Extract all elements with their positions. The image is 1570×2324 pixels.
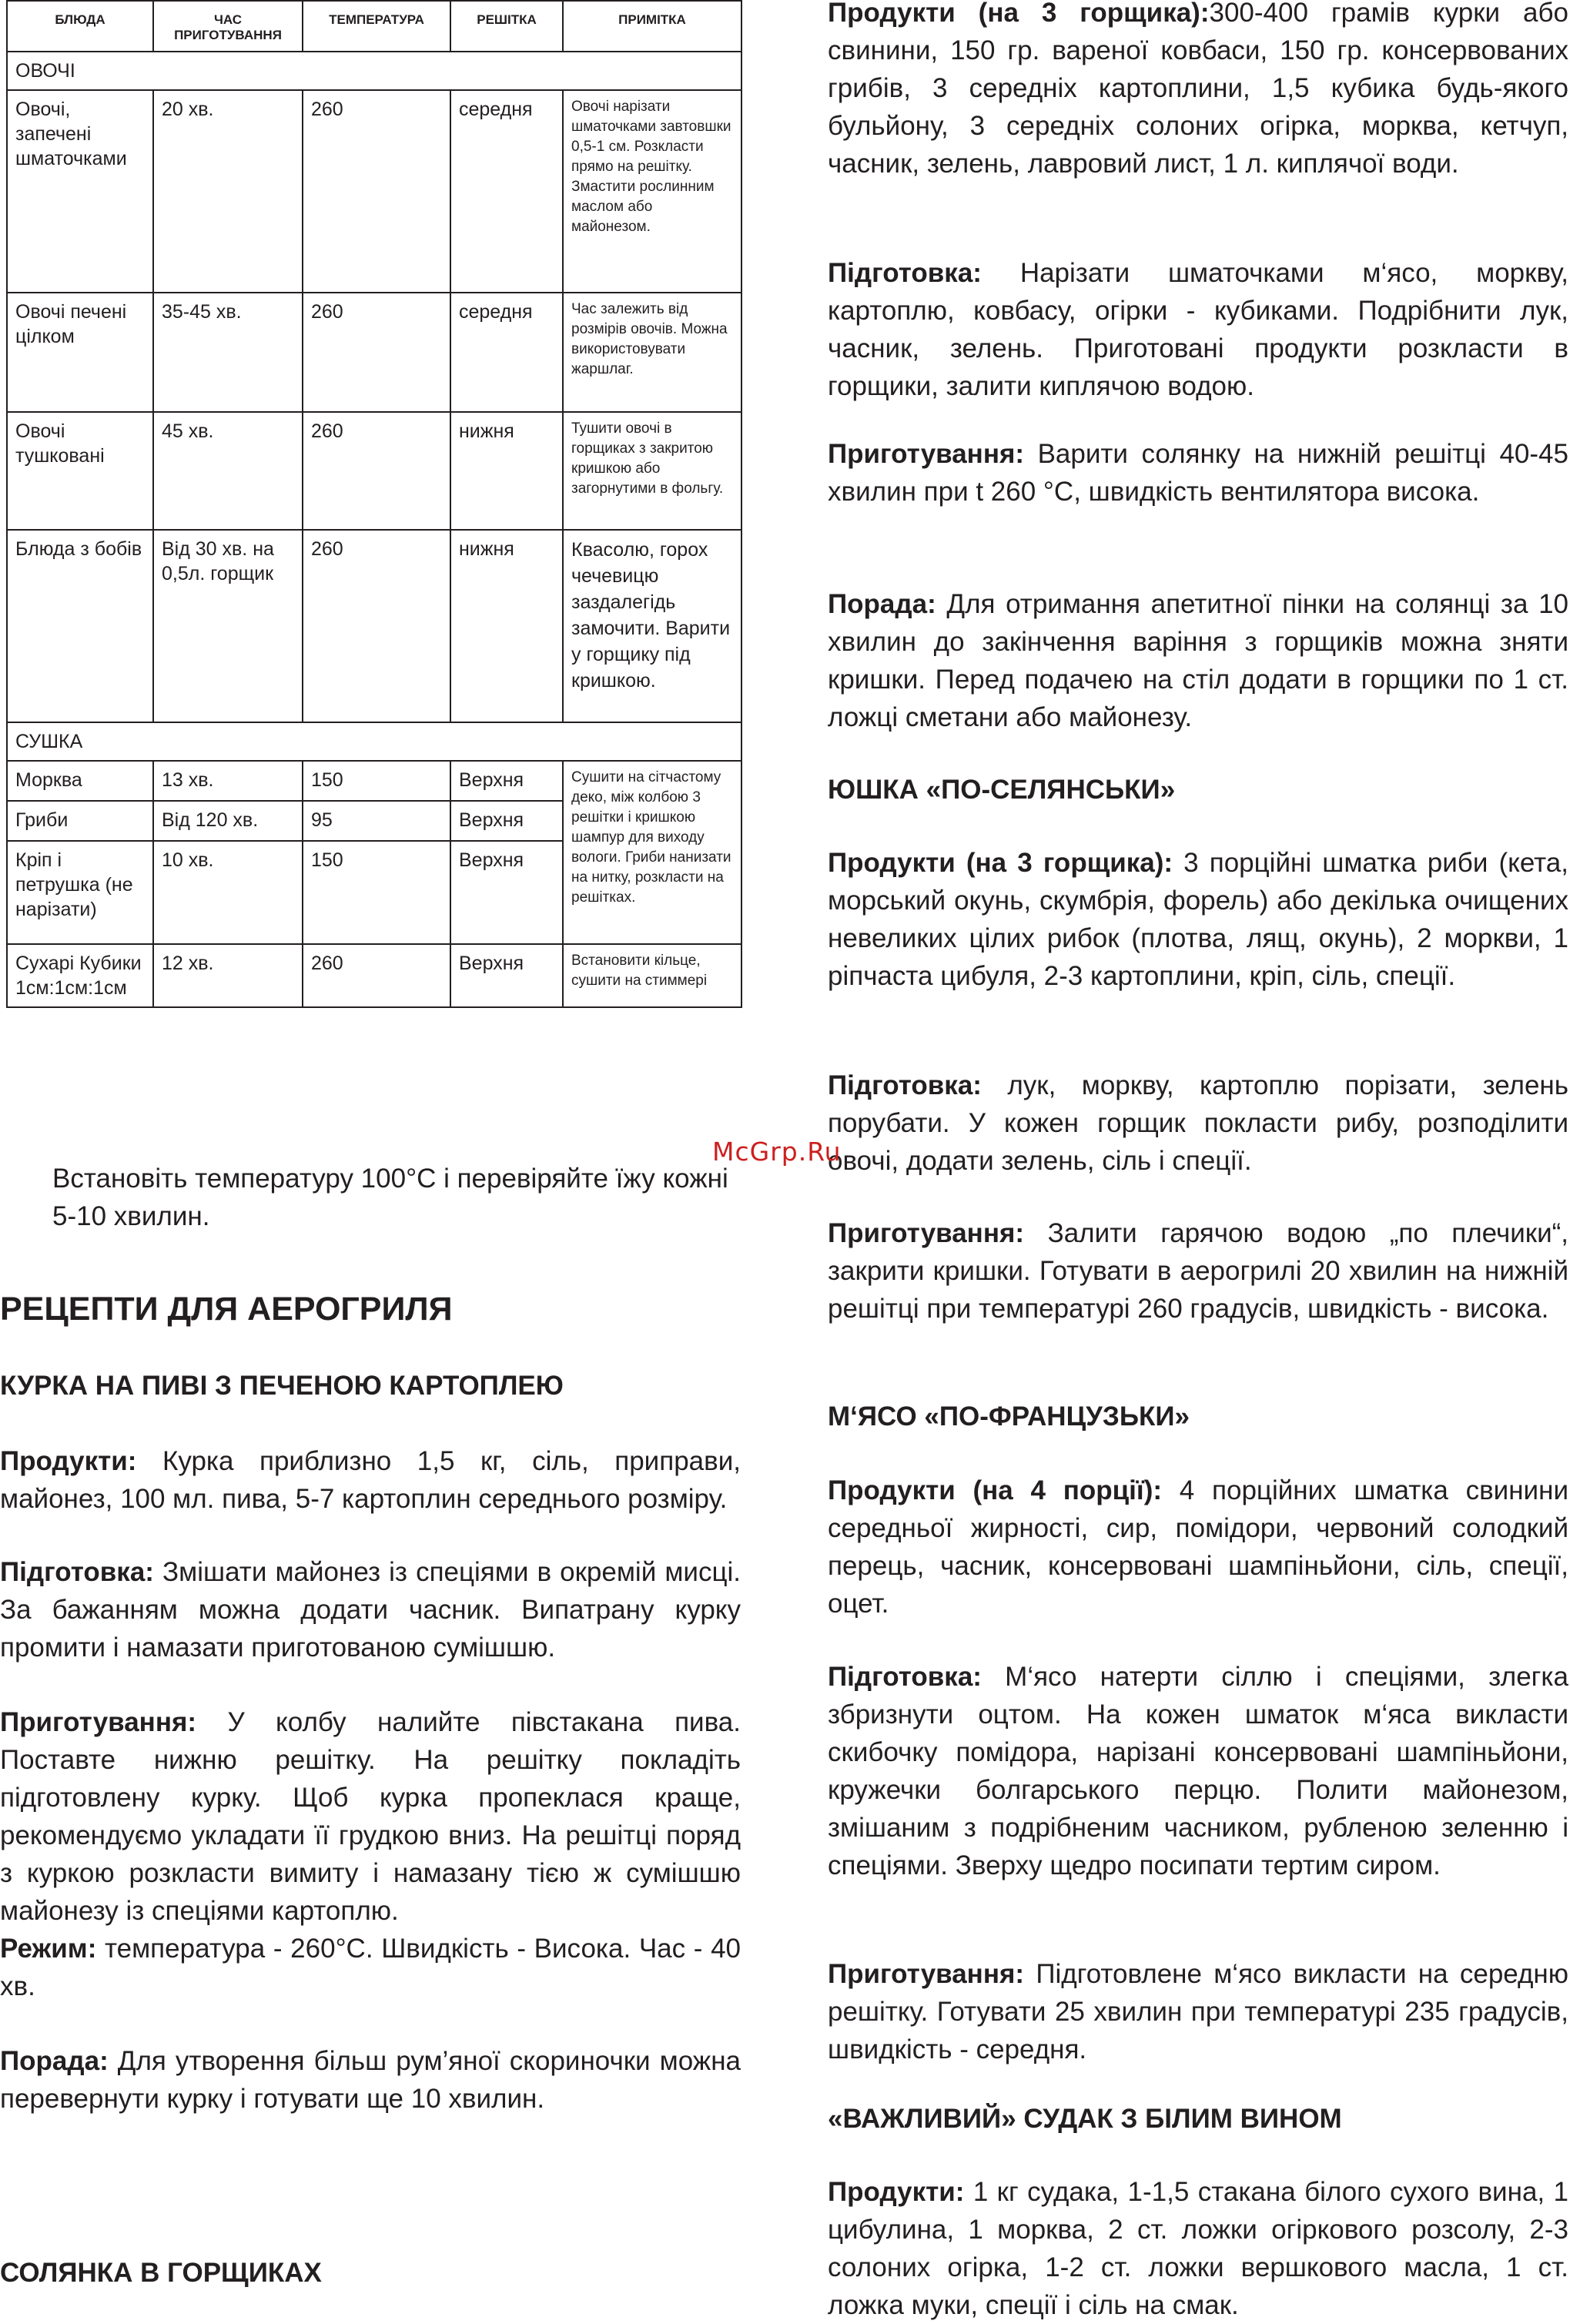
recipe-title-pikeperch: «ВАЖЛИВИЙ» СУДАК З БІЛИМ ВИНОМ (828, 2104, 1342, 2134)
cell-temp: 260 (303, 90, 450, 293)
cell-rack: нижня (450, 412, 563, 530)
section-drying: СУШКА (7, 722, 741, 761)
cell-note: Овочі нарізати шматочками завтовшки 0,5-1 см. Розкласти прямо на решітку. Змастити рослинним маслом або майонезом. (563, 90, 741, 293)
table-row (7, 530, 741, 722)
cell-note: Встановити кільце, сушити на стиммері (563, 944, 741, 1007)
r1-products-text: Курка приблизно 1,5 кг, сіль, приправи, майонез, 100 мл. пива, 5-7 картоплин середнього розміру. (0, 1446, 741, 1514)
cell-time: 45 хв. (153, 412, 303, 530)
r3-cook (828, 1214, 1568, 1328)
cell-temp: 260 (303, 293, 450, 412)
cell-dish: Овочі, запечені шматочками (7, 90, 153, 293)
r5-products-label: Продукти: (828, 2177, 965, 2207)
r2-products-text: 300-400 грамів курки або свинини, 150 гр. вареної ковбаси, 150 гр. консервованих грибів, 3 середніх картоплини, 1,5 кубика будь-якого бульйону, 3 середніх солоних огірка, морква, кетчуп, часник, зелень, лавровий лист, 1 л. киплячої води. (828, 0, 1568, 179)
r4-prep (828, 1658, 1568, 1884)
table-row (7, 90, 741, 293)
r1-products (0, 1442, 741, 1518)
r1-prep-label: Підготовка: (0, 1557, 154, 1587)
cell-temp: 150 (303, 761, 450, 801)
cell-rack: середня (450, 90, 563, 293)
r4-prep-text: М‘ясо натерти сіллю і спеціями, злегка збризнути оцтом. На кожен шматок м‘яса викласти скибочку помідора, нарізані консервовані шампіньйони, кружечки болгарського перцю. Полити майонезом, змішаним з подрібненим часником, рубленою зеленню і спеціями. Зверху щедро посипати тертим сиром. (828, 1662, 1568, 1880)
cell-dish: Овочі тушковані (7, 412, 153, 530)
r1-tip (0, 2042, 741, 2118)
cell-dish: Сухарі Кубики 1см:1см:1см (7, 944, 153, 1007)
r2-tip-label: Порада: (828, 589, 936, 619)
cell-note: Тушити овочі в горщиках з закритою кришкою або загорнутими в фольгу. (563, 412, 741, 530)
r1-cook (0, 1703, 741, 1930)
cell-dish: Морква (7, 761, 153, 801)
cell-dish: Овочі печені цілком (7, 293, 153, 412)
table-header-row (7, 1, 741, 52)
header-dish: БЛЮДА (7, 1, 153, 52)
r1-cook-text: У колбу налийте півстакана пива. Поставте нижню решітку. На решітку покладіть підготовлену курку. Щоб курка пропеклася краще, рекомендуємо укладати її грудкою вниз. На решітці поряд з куркою розкласти вимиту і намазану тією ж сумішшю майонезу із спеціями картоплю. (0, 1707, 741, 1926)
cell-time: 13 хв. (153, 761, 303, 801)
r1-mode (0, 1930, 741, 2005)
cell-rack: середня (450, 293, 563, 412)
r1-tip-text: Для утворення більш рум’яної скориночки можна перевернути курку і готувати ще 10 хвилин. (0, 2046, 741, 2114)
r3-cook-label: Приготування: (828, 1218, 1025, 1248)
header-note: ПРИМІТКА (563, 1, 741, 52)
recipe-title-yushka: ЮШКА «ПО-СЕЛЯНСЬКИ» (828, 775, 1176, 805)
cell-rack: нижня (450, 530, 563, 722)
recipe-title-chicken: КУРКА НА ПИВІ З ПЕЧЕНОЮ КАРТОПЛЕЮ (0, 1371, 564, 1401)
header-temp: ТЕМПЕРАТУРА (303, 1, 450, 52)
cell-note: Час залежить від розмірів овочів. Можна використовувати жаршлаг. (563, 293, 741, 412)
r3-prep-label: Підготовка: (828, 1070, 982, 1100)
cell-dish: Гриби (7, 801, 153, 841)
r3-products-label: Продукти (на 3 горщика): (828, 848, 1173, 878)
r4-products-label: Продукти (на 4 порції): (828, 1475, 1163, 1505)
drying-tip: Встановіть температуру 100°С і перевіряйте їжу кожні 5-10 хвилин. (52, 1164, 728, 1231)
table-row (7, 293, 741, 412)
r4-products (828, 1472, 1568, 1622)
r4-cook-label: Приготування: (828, 1959, 1025, 1989)
cell-note: Сушити на сітчастому деко, між колбою 3 решітки і кришкою шампур для виходу вологи. Гриби нанизати на нитку, розкласти на решітках. (563, 761, 741, 944)
table-row (7, 412, 741, 530)
r3-prep (828, 1067, 1568, 1180)
cell-rack: Верхня (450, 944, 563, 1007)
r2-prep-label: Підготовка: (828, 258, 982, 288)
r1-products-label: Продукти: (0, 1446, 137, 1476)
r3-cook-text: Залити гарячою водою „по плечики“, закрити кришки. Готувати в аерогрилі 20 хвилин на нижній решітці при температурі 260 градусів, швидкість - висока. (828, 1218, 1568, 1324)
r2-products (828, 0, 1568, 183)
r1-cook-label: Приготування: (0, 1707, 197, 1737)
r3-prep-text: лук, моркву, картоплю порізати, зелень порубати. У кожен горщик покласти рибу, розподілити овочі, додати зелень, сіль і спеції. (828, 1070, 1568, 1176)
r1-prep-text: Змішати майонез із спеціями в окремій мисці. За бажанням можна додати часник. Випатрану курку промити і намазати приготованою сумішшю. (0, 1557, 741, 1663)
cell-rack: Верхня (450, 801, 563, 841)
recipe-title-meat: М‘ЯСО «ПО-ФРАНЦУЗЬКИ» (828, 1401, 1190, 1432)
cell-rack: Верхня (450, 841, 563, 944)
cell-temp: 150 (303, 841, 450, 944)
cell-temp: 260 (303, 944, 450, 1007)
r1-tip-label: Порада: (0, 2046, 109, 2076)
table-row (7, 944, 741, 1007)
cell-temp: 260 (303, 412, 450, 530)
section-vegetables: ОВОЧІ (7, 52, 741, 90)
cell-rack: Верхня (450, 761, 563, 801)
cell-dish: Блюда з бобів (7, 530, 153, 722)
cell-time: 20 хв. (153, 90, 303, 293)
section-title: РЕЦЕПТИ ДЛЯ АЕРОГРИЛЯ (0, 1291, 453, 1328)
cell-temp: 95 (303, 801, 450, 841)
r2-tip (828, 585, 1568, 736)
cell-time: 35-45 хв. (153, 293, 303, 412)
table-row (7, 761, 741, 801)
cooking-table (6, 0, 742, 1008)
cell-note: Квасолю, горох чечевицю заздалегідь замочити. Варити у горщику під кришкою. (563, 530, 741, 722)
cell-time: Від 120 хв. (153, 801, 303, 841)
r2-tip-text: Для отримання апетитної пінки на солянці за 10 хвилин до закінчення варіння з горщиків можна зняти кришки. Перед подачею на стіл додати в горщики по 1 ст. ложці сметани або майонезу. (828, 589, 1568, 732)
r4-products-text: 4 порційних шматка свинини середньої жирності, сир, помідори, червоний солодкий перець, часник, консервовані шампіньйони, сіль, спеції, оцет. (828, 1475, 1568, 1619)
r4-prep-label: Підготовка: (828, 1662, 982, 1692)
r1-prep (0, 1553, 741, 1666)
r1-mode-label: Режим: (0, 1934, 97, 1964)
r3-products-text: 3 порційні шматка риби (кета, морський окунь, скумбрія, форель) або декілька очищених невеликих цілих рибок (плотва, лящ, окунь), 2 моркви, 1 ріпчаста цибуля, 2-3 картоплини, кріп, сіль, спеції. (828, 848, 1568, 991)
r2-cook-label: Приготування: (828, 439, 1025, 469)
r2-prep (828, 254, 1568, 405)
r2-prep-text: Нарізати шматочками м‘ясо, моркву, картоплю, ковбасу, огірки - кубиками. Подрібнити лук, часник, зелень. Приготовані продукти розкласти в горщики, залити киплячою водою. (828, 258, 1568, 401)
r5-products (828, 2173, 1568, 2324)
r5-products-text: 1 кг судака, 1-1,5 стакана білого сухого вина, 1 цибулина, 1 морква, 2 ст. ложки огіркового розсолу, 2-3 солоних огірка, 1-2 ст. ложки вершкового масла, 1 ст. ложка муки, спеції і сіль на смак. (828, 2177, 1568, 2320)
r2-cook (828, 435, 1568, 511)
r3-products (828, 844, 1568, 995)
watermark: McGrp.Ru (712, 1137, 842, 1167)
cell-dish: Кріп і петрушка (не нарізати) (7, 841, 153, 944)
header-time: ЧАС ПРИГОТУВАННЯ (153, 1, 303, 52)
cell-temp: 260 (303, 530, 450, 722)
r1-mode-text: температура - 260°С. Швидкість - Висока. Час - 40 хв. (0, 1934, 741, 2001)
cell-time: 10 хв. (153, 841, 303, 944)
r4-cook-text: Підготовлене м‘ясо викласти на середню решітку. Готувати 25 хвилин при температурі 235 градусів, швидкість - середня. (828, 1959, 1568, 2064)
r4-cook (828, 1955, 1568, 2068)
cell-time: 12 хв. (153, 944, 303, 1007)
cell-time: Від 30 хв. на 0,5л. горщик (153, 530, 303, 722)
r2-products-label: Продукти (на 3 горщика): (828, 0, 1210, 28)
header-rack: РЕШІТКА (450, 1, 563, 52)
recipe-title-solyanka: СОЛЯНКА В ГОРЩИКАХ (0, 2258, 322, 2288)
r2-cook-text: Варити солянку на нижній решітці 40-45 хвилин при t 260 °С, швидкість вентилятора висока. (828, 439, 1568, 507)
